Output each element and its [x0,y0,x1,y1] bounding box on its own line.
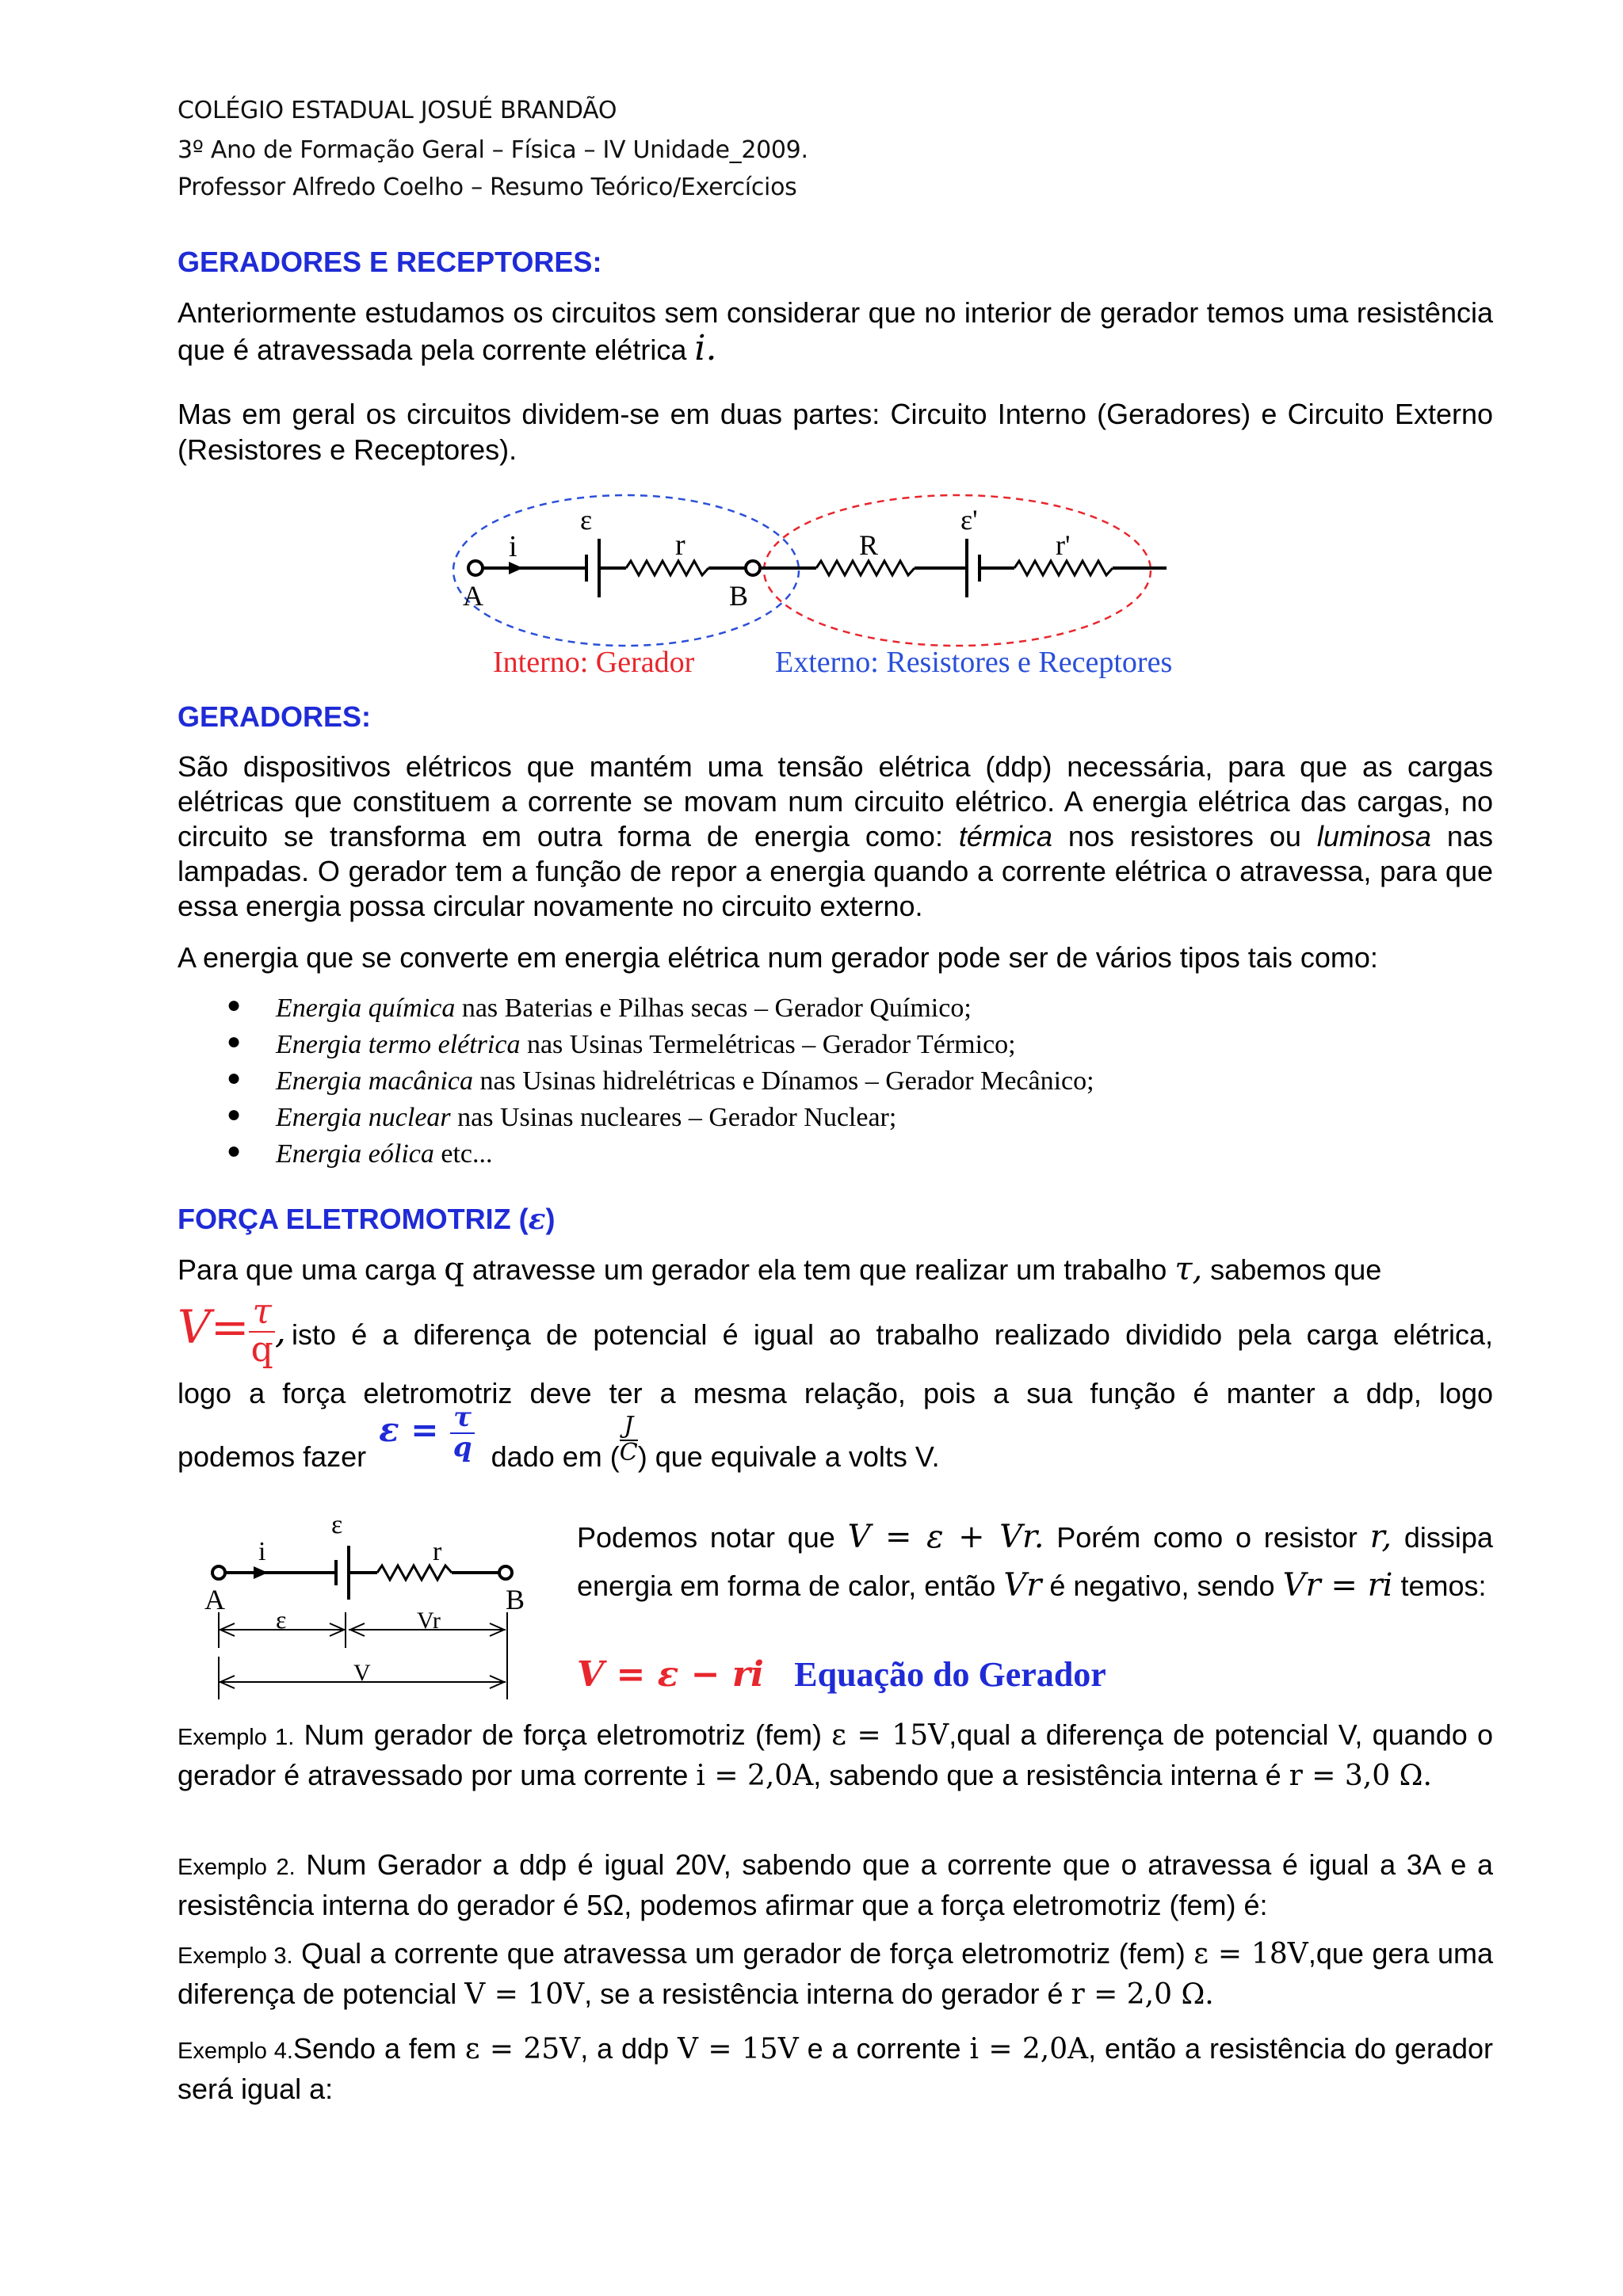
section1-paragraph-1: Anteriormente estudamos os circuitos sem considerar que no interior de gerador temos uma resistência que é atravessada pela corrente elétrica i. [178,296,1493,368]
label-A: A [463,580,483,612]
equation-main: V = ε − ri [577,1654,764,1695]
label-B: B [729,580,749,612]
example-1: Exemplo 1. Num gerador de força eletromotriz (fem) ε = 15V,qual a diferença de potencial V, quando o gerador é atravessado por uma corrente i = 2,0A, sabendo que a resistência interna é r = 3,0 Ω. [178,1718,1494,1792]
node-a [468,561,483,575]
header-course: 3º Ano de Formação Geral – Física – IV Unidade_2009. [178,136,808,164]
header-school: COLÉGIO ESTADUAL JOSUÉ BRANDÃO [178,97,617,124]
generator-explanation: Podemos notar que V = ε + Vr. Porém como o resistor r, dissipa energia em forma de calor, então Vr é negativo, sendo Vr = ri temos: [577,1519,1493,1604]
node-b [499,1566,512,1579]
dim-label-emf: ε [276,1605,287,1634]
label-B: B [506,1584,525,1615]
external-resistor-R [816,561,915,575]
label-r-prime: r' [1056,529,1071,561]
label-i: i [258,1537,266,1566]
internal-resistor-r [626,561,708,575]
node-b [746,561,760,575]
current-symbol: i. [694,328,717,368]
equation-label: Equação do Gerador [794,1655,1106,1694]
section-title-geradores-receptores: GERADORES E RECEPTORES: [178,246,602,278]
section1-paragraph-2: Mas em geral os circuitos dividem-se em duas partes: Circuito Interno (Geradores) e Circuito Externo (Resistores e Receptores). [178,398,1493,466]
current-arrow-icon [254,1566,268,1579]
section2-paragraph-2: A energia que se converte em energia elétrica num gerador pode ser de vários tipos tais como: [178,941,1378,974]
circuit-diagram-internal-external [444,485,1236,688]
emf-line-1: Para que uma carga q atravesse um gerador ela tem que realizar um trabalho τ, sabemos que [178,1251,1382,1287]
generator-equation [577,1654,1106,1695]
generator-circuit-diagram [190,1501,539,1709]
label-r: r [433,1537,442,1566]
emf-line-3: logo a força eletromotriz deve ter a mesma relação, pois a sua função é manter a ddp, logo [178,1377,1493,1409]
node-a [212,1566,225,1579]
example-2: Exemplo 2. Num Gerador a ddp é igual 20V, sabendo que a corrente que o atravessa é igual a 3A e a resistência interna do gerador é 5Ω, podemos afirmar que a força eletromotriz (fem) é: [178,1848,1493,1921]
formula-emf: ε = $\frac{\tau}{q}$ [379,1410,487,1449]
label-emf: ε [331,1510,343,1539]
example-3: Exemplo 3. Qual a corrente que atravessa um gerador de força eletromotriz (fem) ε = 18V,que gera uma diferença de potencial V = 10V, se a resistência interna do gerador é r = 2,0 Ω. [178,1937,1493,2011]
emf-line-4: podemos fazer ε = $\frac{\tau}{q}$ dado em ( $\frac{J}{C}$ ) que equivale a volts V. [178,1402,940,1473]
section-title-geradores: GERADORES: [178,700,372,733]
label-A: A [204,1584,225,1615]
example-4: Exemplo 4.Sendo a fem ε = 25V, a ddp V = 15V e a corrente i = 2,0A, então a resistência do gerador será igual a: [178,2032,1493,2105]
header-teacher: Professor Alfredo Coelho – Resumo Teórico/Exercícios [178,174,797,201]
caption-internal: Interno: Gerador [493,646,695,679]
dim-label-vr: Vr [417,1608,441,1634]
label-R: R [859,529,879,561]
label-r: r [675,528,685,562]
section-title-forca-eletromotriz: FORÇA ELETROMOTRIZ (ε) [178,1203,556,1236]
label-emf-prime: ε' [960,504,978,536]
caption-external: Externo: Resistores e Receptores [775,646,1173,679]
section2-paragraph-1: São dispositivos elétricos que mantém uma tensão elétrica (ddp) necessária, para que as cargas elétricas que constituem a corrente se movam num circuito elétrico. A energia elétrica das cargas, no circuito se transforma em outra forma de energia como: térmica nos resistores ou luminosa nas lampadas. O gerador tem a função de repor a energia quando a corrente elétrica o atravessa, para que essa energia possa circular novamente no circuito externo. [178,750,1493,922]
receptor-resistor-r-prime [1014,561,1113,575]
current-arrow-icon [509,562,523,574]
dim-label-v: V [353,1660,371,1686]
internal-resistor-r [377,1566,452,1580]
emf-line-2: V= $\frac{\tau}{q}$ , isto é a diferença de potencial é igual ao trabalho realizado dividido pela carga elétrica, [178,1291,1493,1370]
label-i: i [509,530,517,563]
page: COLÉGIO ESTADUAL JOSUÉ BRANDÃO 3º Ano de Formação Geral – Física – IV Unidade_2009. Professor Alfredo Coelho – Resumo Teórico/Exercícios GERADORES E RECEPTORES: Anteriormente estudamos os circuitos sem considerar que no interior de gerador temos uma resistência que é atravessada pela corrente elétrica i. Mas em geral os circuitos dividem-se em duas partes: Circuito Interno (Geradores) e Circuito Externo (Resistores e Receptores). ε i r R ε' r' A B Interno: Gerador Externo: Resistores e Receptores GERADORES: São dispositivos elétricos que mantém uma tensão elétrica (ddp) necessária, para que as cargas elétricas que constituem a corrente se movam num circuito elétrico. A energia elétrica das cargas, no circuito se transforma em outra forma de energia como: térmica nos resistores ou luminosa nas lampadas. O gerador tem a função de repor a energia quando a corrente elétrica o atravessa, para que essa energia possa circular novamente no circuito externo. A energia que se converte em energia elétrica num gerador pode ser de vários tipos tais como: ● Energia química nas Baterias e Pilhas secas – Gerador Químico; ● Energia termo elétrica nas Usinas Termelétricas – Gerador Térmico; ● Energia macânica nas Usinas hidrelétricas e Dínamos – Gerador Mecânico; ● Energia nuclear nas Usinas nucleares – Gerador Nuclear; ● Energia eólica etc... FORÇA ELETROMOTRIZ (ε) Para que uma carga q atravesse um gerador ela tem que realizar um trabalho τ, sabemos que V= $\frac{\tau}{q}$ , isto é a diferença de potencial é igual ao trabalho realizado dividido pela carga elétrica, logo a força eletromotriz deve ter a mesma relação, pois a sua função é manter a ddp, logo podemos fazer ε = $\frac{\tau}{q}$ dado em ( $\frac{J}{C}$ ) que equivale a volts V. ε i r A B ε Vr V Podemos notar que V = ε + Vr. Porém como o resistor r, dissipa energia em forma de calor, então Vr é negativo, sendo Vr = ri temos: V = ε − ri Equação do Gerador Exemplo 1. Num gerador de força eletromotriz (fem) ε = 15V,qual a diferença de potencial V, quando o gerador é atravessado por uma corrente i = 2,0A, sabendo que a resistência interna é r = 3,0 Ω. Exemplo 2. Num Gerador a ddp é igual 20V, sabendo que a corrente que o atravessa é igual a 3A e a resistência interna do gerador é 5Ω, podemos afirmar que a força eletromotriz (fem) é: Exemplo 3. Qual a corrente que atravessa um gerador de força eletromotriz (fem) ε = 18V,que gera uma diferença de potencial V = 10V, se a resistência interna do gerador é r = 2,0 Ω. Exemplo 4.Sendo a fem ε = 25V, a ddp V = 15V e a corrente i = 2,0A, então a resistência do gerador será igual a: [0,0,1623,2296]
label-emf: ε [580,504,593,536]
formula-v: V= $\frac{\tau}{q}$ , [178,1291,286,1370]
